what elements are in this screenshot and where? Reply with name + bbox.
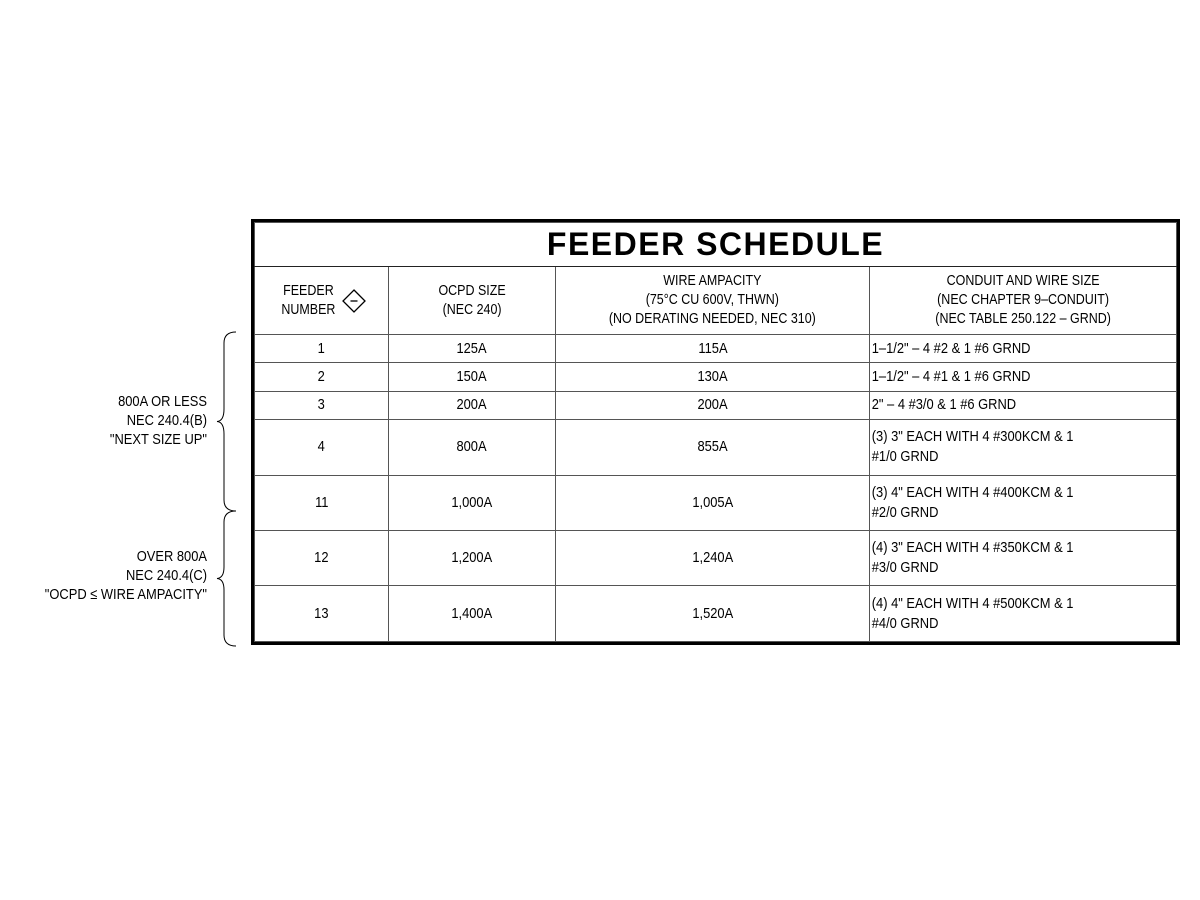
ocpd-cell [389,420,556,475]
ampacity-cell [556,335,870,363]
cell-text: 1,520A [692,604,733,622]
cell-text: 1,000A [451,493,493,511]
ocpd-cell [389,531,556,586]
annotation-line: "OCPD ≤ WIRE AMPACITY" [44,586,207,603]
table-row [255,363,1177,391]
cell-text: 150A [456,368,488,386]
header-conduit-wire-size [870,267,1177,335]
cell-text: 115A [697,339,728,357]
cell-text: 200A [456,396,488,414]
cell-text: 125A [456,339,488,357]
ocpd-cell [389,391,556,419]
table-row [255,335,1177,363]
conduit-cell [870,586,1177,642]
annotation-line: NEC 240.4(C) [125,567,207,584]
cell-text: 1 [317,339,326,357]
cell-text: 200A [697,396,728,414]
cell-text: 12 [314,549,329,567]
cell-text: 1–1/2" – 4 #2 & 1 #6 GRND [871,339,1031,357]
feeder-number-cell [255,391,389,419]
header-text: NUMBER [281,301,336,318]
cell-text: 1,200A [451,549,493,567]
header-text: CONDUIT AND WIRE SIZE [946,273,1100,289]
table-title-cell [255,223,1177,267]
cell-text: (3) 3" EACH WITH 4 #300KCM & 1 [871,428,1074,446]
ocpd-cell [389,586,556,642]
feeder-schedule-table [251,219,1180,645]
table-row [255,586,1177,642]
feeder-number-cell [255,420,389,475]
cell-text: 800A [456,438,488,456]
feeder-number-cell [255,475,389,530]
feeder-number-cell [255,586,389,642]
header-wire-ampacity [556,267,870,335]
header-text: (NEC CHAPTER 9–CONDUIT) [937,292,1109,308]
conduit-cell [870,475,1177,530]
header-text: (NEC TABLE 250.122 – GRND) [935,311,1111,327]
cell-text: 3 [317,396,326,414]
annotation-line: OVER 800A [136,548,207,565]
ampacity-cell [556,420,870,475]
header-text: (75°C CU 600V, THWN) [645,292,780,308]
header-row [255,267,1177,335]
table-title: FEEDER SCHEDULE [546,226,885,262]
conduit-cell [870,391,1177,419]
cell-text: #2/0 GRND [871,503,939,521]
ampacity-cell [556,586,870,642]
cell-text: 2 [317,368,326,386]
cell-text: 1–1/2" – 4 #1 & 1 #6 GRND [871,368,1031,386]
cell-text: 4 [317,438,326,456]
cell-text: #4/0 GRND [871,614,939,632]
ampacity-cell [556,475,870,530]
header-text: OCPD SIZE [438,282,506,299]
title-row [255,223,1177,267]
cell-text: 2" – 4 #3/0 & 1 #6 GRND [871,396,1017,414]
table-row [255,531,1177,586]
brace-icon [212,331,242,512]
ocpd-cell [389,475,556,530]
cell-text: 13 [314,604,329,622]
conduit-cell [870,531,1177,586]
table-row [255,391,1177,419]
annotation-over-800a [38,547,207,604]
conduit-cell [870,335,1177,363]
feeder-number-cell [255,335,389,363]
ampacity-cell [556,391,870,419]
ocpd-cell [389,335,556,363]
cell-text: 11 [314,493,329,511]
feeder-number-cell [255,531,389,586]
cell-text: #1/0 GRND [871,448,939,466]
cell-text: (3) 4" EACH WITH 4 #400KCM & 1 [871,483,1074,501]
table-row [255,475,1177,530]
cell-text: 1,240A [692,549,733,567]
header-text: FEEDER [283,282,334,299]
annotation-line: "NEXT SIZE UP" [109,431,207,448]
header-ocpd-size [389,267,556,335]
cell-text: 855A [697,438,728,456]
cell-text: (4) 4" EACH WITH 4 #500KCM & 1 [871,594,1074,612]
feeder-number-cell [255,363,389,391]
cell-text: (4) 3" EACH WITH 4 #350KCM & 1 [871,539,1074,557]
header-feeder-number [255,267,389,335]
brace-icon [212,510,242,647]
conduit-cell [870,420,1177,475]
cell-text: 130A [697,368,728,386]
header-text: (NEC 240) [442,301,502,318]
diamond-dash-icon [342,289,366,313]
ampacity-cell [556,363,870,391]
conduit-cell [870,363,1177,391]
cell-text: 1,400A [451,604,493,622]
annotation-line: 800A OR LESS [118,393,207,410]
cell-text: #3/0 GRND [871,559,939,577]
header-text: (NO DERATING NEEDED, NEC 310) [609,311,816,327]
ocpd-cell [389,363,556,391]
annotation-800a-or-less [81,392,207,449]
ampacity-cell [556,531,870,586]
table-row [255,420,1177,475]
cell-text: 1,005A [692,493,733,511]
annotation-line: NEC 240.4(B) [126,412,207,429]
header-text: WIRE AMPACITY [663,273,762,289]
